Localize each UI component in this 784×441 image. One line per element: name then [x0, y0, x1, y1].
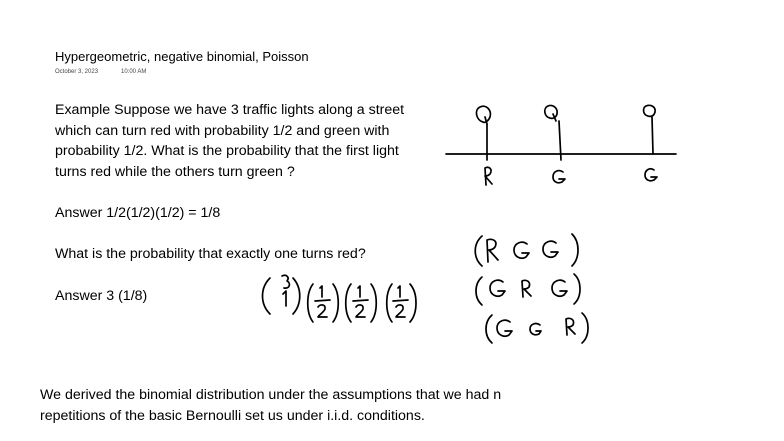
- paren-right: [293, 278, 300, 314]
- digit-three: [282, 275, 289, 288]
- example-paragraph: Example Suppose we have 3 traffic lights along a street which can turn red with probability 1/2 and green with probability 1/2. What is the probability that the first light turns red while the others turn green ?: [55, 102, 405, 180]
- page-title: Hypergeometric, negative binomial, Poisson: [55, 49, 309, 64]
- outcome-rgg: [475, 234, 578, 266]
- outcome-grg: [476, 274, 580, 305]
- bottom-paragraph: We derived the binomial distribution under the assumptions that we had n repetitions of the basic Bernoulli set us under i.i.d. conditions.: [40, 387, 502, 424]
- label-g: [645, 169, 657, 181]
- traffic-light-icon: [644, 105, 656, 154]
- binomial-expression: [263, 275, 417, 322]
- light-labels: [485, 167, 657, 185]
- question-two: What is the probability that exactly one turns red?: [55, 246, 366, 262]
- page-date: October 3, 2023: [55, 69, 99, 75]
- answer-one: Answer 1/2(1/2)(1/2) = 1/8: [55, 205, 221, 221]
- digit-one: [283, 291, 286, 306]
- traffic-lights-sketch: [446, 105, 676, 160]
- answer-two: Answer 3 (1/8): [55, 288, 148, 304]
- traffic-light-icon: [476, 106, 490, 160]
- label-g: [553, 171, 565, 183]
- outcome-ggr: [486, 313, 588, 343]
- page-time: 10:00 AM: [121, 69, 147, 75]
- label-r: [485, 167, 492, 185]
- paren-left: [263, 278, 271, 314]
- traffic-light-icon: [545, 105, 561, 160]
